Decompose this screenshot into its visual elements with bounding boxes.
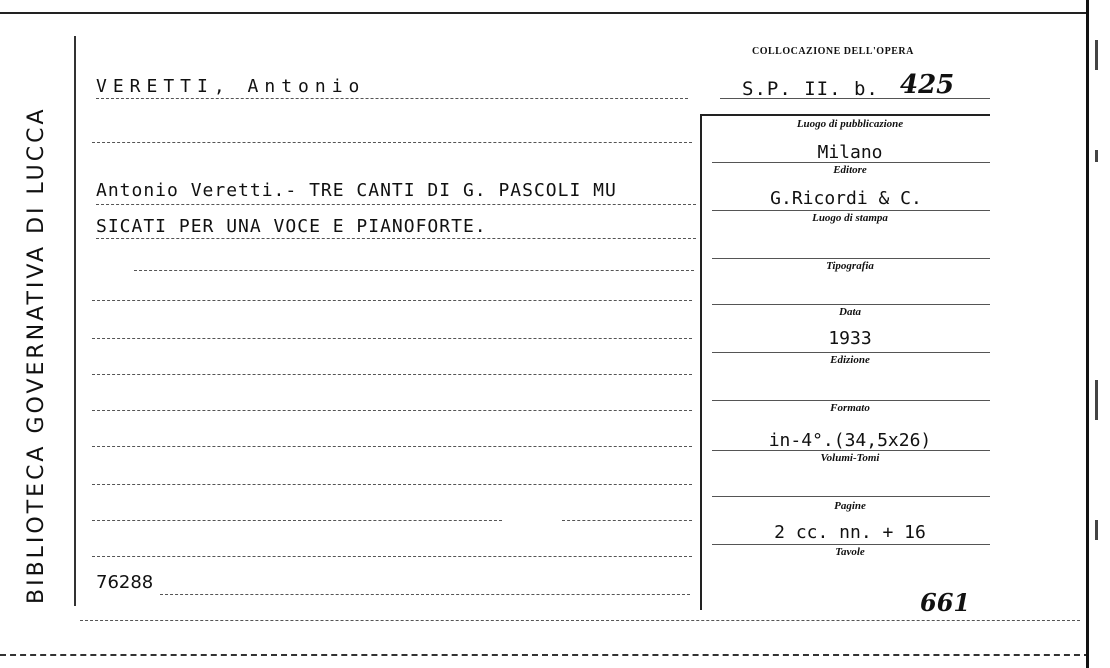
- description-line-2: SICATI PER UNA VOCE E PIANOFORTE.: [96, 216, 487, 237]
- rule-before-tipografia: [712, 258, 990, 259]
- value-luogo-pubblicazione: Milano: [817, 142, 883, 163]
- label-data: Data: [839, 306, 861, 318]
- details-panel-border: [700, 116, 702, 610]
- value-data: 1933: [828, 328, 872, 349]
- author-rule: [96, 98, 688, 99]
- bottom-rule: [80, 620, 1080, 621]
- corner-note: 661: [920, 588, 971, 617]
- label-tavole: Tavole: [835, 546, 865, 558]
- blank-rule-5: [92, 374, 692, 375]
- rule-after-data: [712, 352, 990, 353]
- label-luogo-pubblicazione: Luogo di pubblicazione: [796, 118, 904, 130]
- collocation-header: COLLOCAZIONE DELL'OPERA: [752, 46, 914, 57]
- card-top-edge: [0, 12, 1090, 14]
- library-name: BIBLIOTECA GOVERNATIVA DI LUCCA: [24, 106, 49, 604]
- label-edizione: Edizione: [830, 354, 870, 366]
- rule-after-formato: [712, 450, 990, 451]
- blank-rule-8: [92, 484, 692, 485]
- value-pagine: 2 cc. nn. + 16: [774, 522, 926, 543]
- value-editore: G.Ricordi & C.: [770, 188, 922, 209]
- blank-rule-4: [92, 338, 692, 339]
- rule-after-luogo: [712, 162, 990, 163]
- inventory-number: 76288: [96, 572, 154, 593]
- label-editore: Editore: [833, 164, 867, 176]
- rule-after-pagine: [712, 544, 990, 545]
- blank-rule-7: [92, 446, 692, 447]
- rule-before-formato: [712, 400, 990, 401]
- blank-rule-10: [562, 520, 692, 521]
- blank-rule-3: [92, 300, 692, 301]
- card-right-edge: [1086, 0, 1110, 668]
- rule-before-data: [712, 304, 990, 305]
- margin-rule: [74, 36, 76, 606]
- inventory-rule: [160, 594, 690, 595]
- blank-rule-2: [134, 270, 694, 271]
- label-luogo-stampa: Luogo di stampa: [812, 212, 888, 224]
- card-bottom-edge: [0, 654, 1090, 656]
- label-volumi-tomi: Volumi-Tomi: [820, 452, 880, 464]
- label-tipografia: Tipografia: [826, 260, 874, 272]
- blank-rule-11: [92, 556, 692, 557]
- blank-rule-1: [92, 142, 692, 143]
- author-heading: VERETTI, Antonio: [96, 76, 366, 97]
- label-pagine: Pagine: [834, 500, 866, 512]
- shelfmark: S.P. II. b.: [742, 78, 879, 100]
- description-rule-2: [96, 238, 696, 239]
- label-formato: Formato: [830, 402, 870, 414]
- blank-rule-6: [92, 410, 692, 411]
- shelfmark-rule: [720, 98, 990, 99]
- description-line-1: Antonio Veretti.- TRE CANTI DI G. PASCOLI MU: [96, 180, 617, 201]
- shelfmark-number: 425: [900, 70, 955, 100]
- details-panel-top: [700, 114, 990, 116]
- blank-rule-9: [92, 520, 502, 521]
- value-formato: in-4°.(34,5x26): [768, 430, 932, 451]
- rule-after-editore: [712, 210, 990, 211]
- description-rule-1: [96, 204, 696, 205]
- rule-before-pagine: [712, 496, 990, 497]
